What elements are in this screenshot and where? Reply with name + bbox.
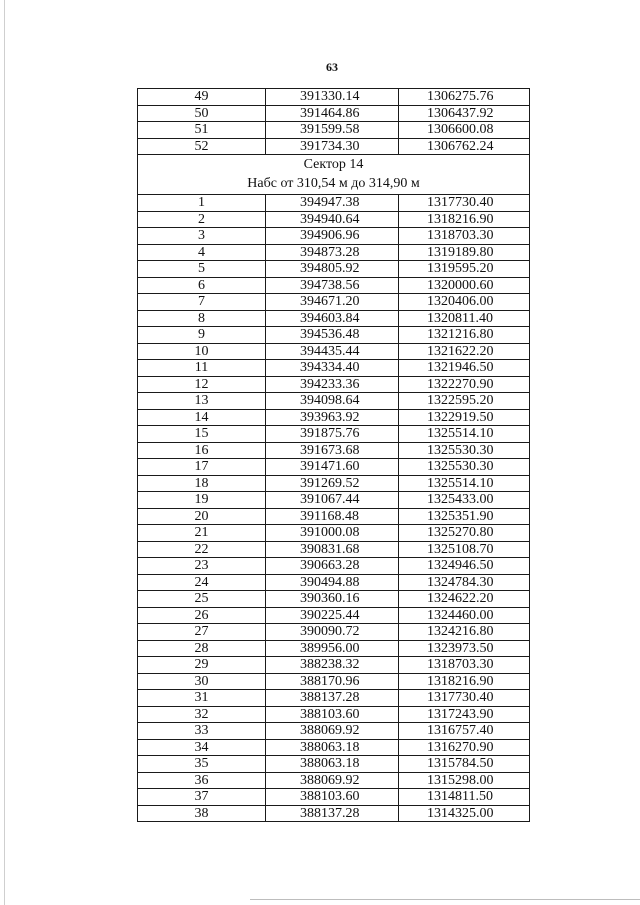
point-number-cell: 19 bbox=[138, 492, 266, 509]
coord-y-cell: 394805.92 bbox=[266, 261, 399, 278]
coord-y-cell: 394334.40 bbox=[266, 360, 399, 377]
point-number-cell: 49 bbox=[138, 89, 266, 106]
point-number-cell: 23 bbox=[138, 558, 266, 575]
coord-x-cell: 1325108.70 bbox=[399, 541, 530, 558]
scan-edge-left bbox=[4, 0, 5, 905]
coord-y-cell: 388063.18 bbox=[266, 739, 399, 756]
table-row bbox=[138, 393, 530, 410]
table-row bbox=[138, 805, 530, 822]
coord-x-cell: 1318216.90 bbox=[399, 673, 530, 690]
table-row bbox=[138, 138, 530, 155]
coord-x-cell: 1317243.90 bbox=[399, 706, 530, 723]
point-number-cell: 4 bbox=[138, 244, 266, 261]
coord-x-cell: 1314811.50 bbox=[399, 789, 530, 806]
table-row bbox=[138, 426, 530, 443]
sector-title-row bbox=[138, 155, 530, 175]
coord-y-cell: 388069.92 bbox=[266, 772, 399, 789]
coord-y-cell: 390225.44 bbox=[266, 607, 399, 624]
coord-y-cell: 388170.96 bbox=[266, 673, 399, 690]
sector-title: Сектор 14 bbox=[138, 155, 530, 175]
point-number-cell: 27 bbox=[138, 624, 266, 641]
coord-y-cell: 388137.28 bbox=[266, 690, 399, 707]
point-number-cell: 17 bbox=[138, 459, 266, 476]
table-row bbox=[138, 228, 530, 245]
coord-x-cell: 1320406.00 bbox=[399, 294, 530, 311]
coord-x-cell: 1319189.80 bbox=[399, 244, 530, 261]
coord-x-cell: 1322595.20 bbox=[399, 393, 530, 410]
coord-x-cell: 1314325.00 bbox=[399, 805, 530, 822]
point-number-cell: 38 bbox=[138, 805, 266, 822]
coord-y-cell: 388069.92 bbox=[266, 723, 399, 740]
coord-x-cell: 1318703.30 bbox=[399, 657, 530, 674]
coord-x-cell: 1324216.80 bbox=[399, 624, 530, 641]
rows-after-sector bbox=[138, 195, 530, 822]
point-number-cell: 36 bbox=[138, 772, 266, 789]
coord-y-cell: 388238.32 bbox=[266, 657, 399, 674]
point-number-cell: 25 bbox=[138, 591, 266, 608]
coord-y-cell: 390360.16 bbox=[266, 591, 399, 608]
coord-y-cell: 391269.52 bbox=[266, 475, 399, 492]
coord-y-cell: 394536.48 bbox=[266, 327, 399, 344]
coord-x-cell: 1321216.80 bbox=[399, 327, 530, 344]
coord-x-cell: 1324622.20 bbox=[399, 591, 530, 608]
table-row bbox=[138, 105, 530, 122]
coord-y-cell: 388103.60 bbox=[266, 706, 399, 723]
coord-y-cell: 394435.44 bbox=[266, 343, 399, 360]
point-number-cell: 50 bbox=[138, 105, 266, 122]
coord-x-cell: 1318216.90 bbox=[399, 211, 530, 228]
point-number-cell: 22 bbox=[138, 541, 266, 558]
table-row bbox=[138, 723, 530, 740]
point-number-cell: 20 bbox=[138, 508, 266, 525]
table-row bbox=[138, 89, 530, 106]
coord-y-cell: 391875.76 bbox=[266, 426, 399, 443]
coord-x-cell: 1306762.24 bbox=[399, 138, 530, 155]
point-number-cell: 29 bbox=[138, 657, 266, 674]
coord-x-cell: 1324784.30 bbox=[399, 574, 530, 591]
coord-x-cell: 1325351.90 bbox=[399, 508, 530, 525]
point-number-cell: 26 bbox=[138, 607, 266, 624]
point-number-cell: 1 bbox=[138, 195, 266, 212]
table-row bbox=[138, 442, 530, 459]
table-row bbox=[138, 525, 530, 542]
coord-y-cell: 391330.14 bbox=[266, 89, 399, 106]
table-row bbox=[138, 657, 530, 674]
coord-x-cell: 1316270.90 bbox=[399, 739, 530, 756]
sector-range-row bbox=[138, 174, 530, 195]
table-row bbox=[138, 558, 530, 575]
coord-y-cell: 390494.88 bbox=[266, 574, 399, 591]
table-row bbox=[138, 756, 530, 773]
point-number-cell: 3 bbox=[138, 228, 266, 245]
point-number-cell: 12 bbox=[138, 376, 266, 393]
point-number-cell: 31 bbox=[138, 690, 266, 707]
point-number-cell: 52 bbox=[138, 138, 266, 155]
table-row bbox=[138, 475, 530, 492]
coord-x-cell: 1315784.50 bbox=[399, 756, 530, 773]
coord-x-cell: 1319595.20 bbox=[399, 261, 530, 278]
coord-x-cell: 1317730.40 bbox=[399, 690, 530, 707]
table-row bbox=[138, 310, 530, 327]
table-row bbox=[138, 122, 530, 139]
table-row bbox=[138, 508, 530, 525]
page-number: 63 bbox=[326, 60, 338, 74]
coord-y-cell: 388103.60 bbox=[266, 789, 399, 806]
coord-y-cell: 391464.86 bbox=[266, 105, 399, 122]
coord-y-cell: 388137.28 bbox=[266, 805, 399, 822]
table-row bbox=[138, 541, 530, 558]
table-row bbox=[138, 640, 530, 657]
coord-y-cell: 390663.28 bbox=[266, 558, 399, 575]
coord-y-cell: 394947.38 bbox=[266, 195, 399, 212]
point-number-cell: 10 bbox=[138, 343, 266, 360]
coord-y-cell: 394940.64 bbox=[266, 211, 399, 228]
coord-x-cell: 1325530.30 bbox=[399, 459, 530, 476]
point-number-cell: 34 bbox=[138, 739, 266, 756]
coord-x-cell: 1306600.08 bbox=[399, 122, 530, 139]
coord-x-cell: 1316757.40 bbox=[399, 723, 530, 740]
table-row bbox=[138, 492, 530, 509]
coord-x-cell: 1325530.30 bbox=[399, 442, 530, 459]
coord-y-cell: 394671.20 bbox=[266, 294, 399, 311]
coord-x-cell: 1320000.60 bbox=[399, 277, 530, 294]
coord-x-cell: 1324460.00 bbox=[399, 607, 530, 624]
table-row bbox=[138, 459, 530, 476]
point-number-cell: 51 bbox=[138, 122, 266, 139]
table-row bbox=[138, 789, 530, 806]
table-row bbox=[138, 261, 530, 278]
point-number-cell: 5 bbox=[138, 261, 266, 278]
coord-x-cell: 1306275.76 bbox=[399, 89, 530, 106]
point-number-cell: 24 bbox=[138, 574, 266, 591]
coord-y-cell: 390831.68 bbox=[266, 541, 399, 558]
point-number-cell: 35 bbox=[138, 756, 266, 773]
coord-y-cell: 391599.58 bbox=[266, 122, 399, 139]
coord-y-cell: 394906.96 bbox=[266, 228, 399, 245]
coord-x-cell: 1324946.50 bbox=[399, 558, 530, 575]
point-number-cell: 37 bbox=[138, 789, 266, 806]
coord-x-cell: 1315298.00 bbox=[399, 772, 530, 789]
rows-before-sector bbox=[138, 89, 530, 155]
coord-y-cell: 391734.30 bbox=[266, 138, 399, 155]
coord-x-cell: 1325433.00 bbox=[399, 492, 530, 509]
table-row bbox=[138, 607, 530, 624]
table-row bbox=[138, 327, 530, 344]
coord-x-cell: 1325514.10 bbox=[399, 426, 530, 443]
sector-header bbox=[138, 155, 530, 195]
point-number-cell: 6 bbox=[138, 277, 266, 294]
table-row bbox=[138, 673, 530, 690]
table-row bbox=[138, 376, 530, 393]
point-number-cell: 33 bbox=[138, 723, 266, 740]
point-number-cell: 18 bbox=[138, 475, 266, 492]
point-number-cell: 16 bbox=[138, 442, 266, 459]
coord-x-cell: 1325270.80 bbox=[399, 525, 530, 542]
coord-y-cell: 391471.60 bbox=[266, 459, 399, 476]
point-number-cell: 14 bbox=[138, 409, 266, 426]
coord-y-cell: 390090.72 bbox=[266, 624, 399, 641]
coord-y-cell: 391067.44 bbox=[266, 492, 399, 509]
coord-y-cell: 388063.18 bbox=[266, 756, 399, 773]
coord-x-cell: 1325514.10 bbox=[399, 475, 530, 492]
point-number-cell: 30 bbox=[138, 673, 266, 690]
table-row bbox=[138, 591, 530, 608]
table-row bbox=[138, 690, 530, 707]
coordinates-table bbox=[137, 88, 530, 822]
point-number-cell: 9 bbox=[138, 327, 266, 344]
table-row bbox=[138, 244, 530, 261]
coord-x-cell: 1322270.90 bbox=[399, 376, 530, 393]
point-number-cell: 7 bbox=[138, 294, 266, 311]
coord-y-cell: 394603.84 bbox=[266, 310, 399, 327]
table-row bbox=[138, 706, 530, 723]
coord-x-cell: 1318703.30 bbox=[399, 228, 530, 245]
table-row bbox=[138, 277, 530, 294]
coord-x-cell: 1321622.20 bbox=[399, 343, 530, 360]
coord-x-cell: 1320811.40 bbox=[399, 310, 530, 327]
coord-x-cell: 1317730.40 bbox=[399, 195, 530, 212]
coord-y-cell: 394098.64 bbox=[266, 393, 399, 410]
coord-y-cell: 389956.00 bbox=[266, 640, 399, 657]
coord-x-cell: 1321946.50 bbox=[399, 360, 530, 377]
point-number-cell: 28 bbox=[138, 640, 266, 657]
coord-y-cell: 391168.48 bbox=[266, 508, 399, 525]
coord-y-cell: 394873.28 bbox=[266, 244, 399, 261]
point-number-cell: 15 bbox=[138, 426, 266, 443]
sector-range: Набс от 310,54 м до 314,90 м bbox=[138, 174, 530, 195]
point-number-cell: 2 bbox=[138, 211, 266, 228]
table-row bbox=[138, 409, 530, 426]
table-row bbox=[138, 772, 530, 789]
table-row bbox=[138, 574, 530, 591]
table-row bbox=[138, 195, 530, 212]
coord-x-cell: 1322919.50 bbox=[399, 409, 530, 426]
scan-edge-bottom bbox=[250, 899, 640, 900]
table-row bbox=[138, 360, 530, 377]
table-row bbox=[138, 624, 530, 641]
point-number-cell: 13 bbox=[138, 393, 266, 410]
table-row bbox=[138, 739, 530, 756]
table-row bbox=[138, 211, 530, 228]
coord-y-cell: 391000.08 bbox=[266, 525, 399, 542]
coord-x-cell: 1306437.92 bbox=[399, 105, 530, 122]
coord-y-cell: 394233.36 bbox=[266, 376, 399, 393]
point-number-cell: 32 bbox=[138, 706, 266, 723]
coord-y-cell: 391673.68 bbox=[266, 442, 399, 459]
point-number-cell: 8 bbox=[138, 310, 266, 327]
coord-x-cell: 1323973.50 bbox=[399, 640, 530, 657]
coord-y-cell: 393963.92 bbox=[266, 409, 399, 426]
table-row bbox=[138, 294, 530, 311]
table-row bbox=[138, 343, 530, 360]
point-number-cell: 11 bbox=[138, 360, 266, 377]
point-number-cell: 21 bbox=[138, 525, 266, 542]
coord-y-cell: 394738.56 bbox=[266, 277, 399, 294]
